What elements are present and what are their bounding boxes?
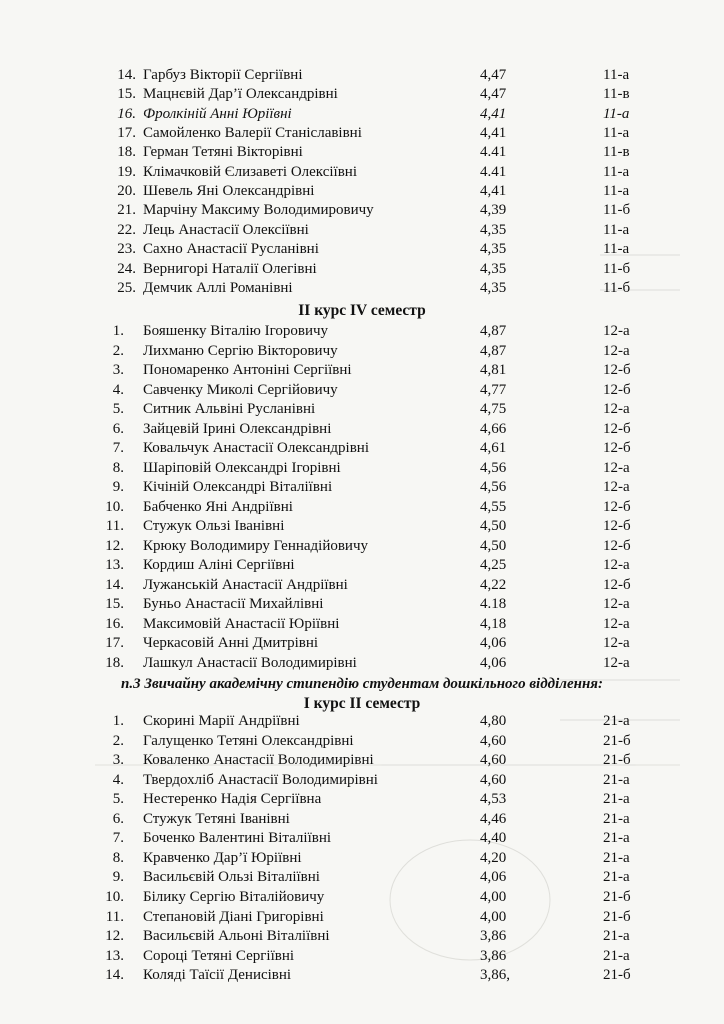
group-code: 11-б: [603, 279, 631, 296]
list-item: [0, 947, 724, 966]
item-number: 2.: [112, 732, 124, 749]
group-code: 11-в: [603, 144, 630, 161]
student-name: Демчик Аллі Романівні: [143, 279, 293, 296]
student-name: Максимовій Анастасії Юріївні: [143, 615, 340, 632]
list-item: [0, 908, 724, 927]
list-item: [0, 537, 724, 556]
student-name: Лихманю Сергію Вікторовичу: [143, 342, 338, 359]
group-code: 21-а: [603, 849, 630, 866]
list-item: [0, 143, 724, 162]
list-item: [0, 556, 724, 575]
student-name: Ковальчук Анастасії Олександрівні: [143, 440, 370, 456]
list-item: [0, 105, 724, 124]
student-name: Фролкіній Анні Юріївні: [143, 105, 292, 122]
list-item: [0, 576, 724, 595]
average-grade: 4,35: [480, 241, 507, 258]
average-grade: 4,39: [480, 202, 507, 219]
average-grade: 4,56: [480, 479, 507, 495]
average-grade: 3,86: [480, 928, 507, 945]
list-item: [0, 342, 724, 361]
average-grade: 4.41: [480, 163, 507, 180]
list-item: [0, 459, 724, 478]
group-code: 12-б: [603, 518, 631, 534]
student-name: Герман Тетяні Вікторівні: [143, 144, 303, 161]
average-grade: 4,53: [480, 791, 507, 808]
group-code: 12-а: [603, 635, 630, 651]
item-number: 12.: [105, 537, 124, 554]
average-grade: 4,75: [480, 401, 507, 417]
average-grade: 4,40: [480, 830, 507, 847]
list-item: [0, 163, 724, 182]
group-code: 21-б: [603, 908, 631, 925]
student-name: Сахно Анастасії Русланівні: [143, 241, 319, 258]
average-grade: 4,61: [480, 440, 507, 456]
average-grade: 4,77: [480, 381, 507, 398]
group-code: 12-б: [603, 381, 631, 398]
list-item: [0, 240, 724, 259]
average-grade: 4,47: [480, 67, 507, 83]
group-code: 12-б: [603, 440, 631, 456]
list-item: [0, 381, 724, 400]
group-code: 12-б: [603, 420, 631, 437]
student-name: Стужук Тетяні Іванівні: [143, 810, 290, 827]
group-code: 12-б: [603, 537, 631, 554]
list-item: [0, 124, 724, 143]
list-item: [0, 279, 724, 298]
section-heading: І курс ІІ семестр: [303, 695, 421, 712]
group-code: 11-а: [603, 241, 630, 258]
item-number: 7.: [112, 440, 124, 456]
item-number: 18.: [117, 144, 136, 161]
list-item: [0, 498, 724, 517]
average-grade: 4,41: [480, 183, 507, 200]
student-name: Коваленко Анастасії Володимирівні: [143, 752, 374, 769]
list-item: [0, 810, 724, 829]
student-name: Галущенко Тетяні Олександрівні: [143, 732, 354, 749]
item-number: 24.: [117, 260, 136, 277]
group-code: 21-а: [603, 713, 630, 729]
group-code: 12-а: [603, 479, 630, 495]
list-item: [0, 439, 724, 458]
average-grade: 4,41: [480, 105, 507, 122]
list-item: [0, 85, 724, 104]
average-grade: 4,87: [480, 342, 507, 359]
average-grade: 4,35: [480, 221, 507, 238]
student-name: Твердохліб Анастасії Володимирівні: [143, 771, 378, 788]
group-code: 21-б: [603, 732, 631, 749]
student-name: Коляді Таїсії Денисівні: [143, 967, 292, 984]
average-grade: 4,06: [480, 635, 507, 651]
group-code: 12-б: [603, 362, 631, 378]
student-name: Клімачковій Єлизаветі Олексіївні: [143, 163, 357, 180]
student-name: Гарбуз Вікторії Сергіївні: [143, 67, 303, 83]
average-grade: 3,86: [480, 947, 507, 964]
item-number: 3.: [112, 752, 124, 769]
student-name: Васильєвій Альоні Віталіївні: [143, 928, 330, 945]
group-code: 21-а: [603, 928, 630, 945]
item-number: 11.: [105, 518, 124, 534]
item-number: 14.: [105, 967, 124, 984]
item-number: 2.: [112, 342, 124, 359]
average-grade: 4,00: [480, 908, 507, 925]
item-number: 23.: [117, 241, 136, 258]
item-number: 15.: [117, 86, 136, 103]
average-grade: 4,80: [480, 713, 507, 729]
average-grade: 4.18: [480, 596, 507, 612]
group-code: 11-б: [603, 202, 631, 219]
group-code: 11-а: [603, 105, 630, 122]
average-grade: 4,18: [480, 615, 507, 632]
item-number: 3.: [112, 362, 124, 378]
student-name: Марчіну Максиму Володимировичу: [143, 202, 374, 219]
student-name: Самойленко Валерії Станіславівні: [143, 125, 362, 142]
average-grade: 4,50: [480, 518, 507, 534]
average-grade: 4,35: [480, 260, 507, 277]
group-code: 21-а: [603, 869, 630, 886]
student-name: Стужук Ользі Іванівні: [143, 518, 285, 534]
item-number: 4.: [112, 771, 124, 788]
item-number: 20.: [117, 183, 136, 200]
student-name: Білику Сергію Віталійовичу: [143, 888, 325, 905]
list-item: [0, 615, 724, 634]
group-code: 12-б: [603, 576, 631, 593]
student-name: Кордиш Аліні Сергіївні: [143, 557, 295, 573]
item-number: 5.: [112, 401, 124, 417]
student-name: Мацнєвій Дар’ї Олександрівні: [143, 86, 338, 103]
list-item: [0, 420, 724, 439]
list-item: [0, 201, 724, 220]
item-number: 12.: [105, 928, 124, 945]
item-number: 17.: [105, 635, 124, 651]
item-number: 10.: [105, 888, 124, 905]
group-code: 12-а: [603, 654, 630, 671]
list-item: [0, 654, 724, 673]
item-number: 21.: [117, 202, 136, 219]
group-code: 21-а: [603, 771, 630, 788]
item-number: 14.: [105, 576, 124, 593]
item-number: 10.: [105, 498, 124, 515]
item-number: 16.: [117, 105, 136, 122]
student-name: Савченку Миколі Сергійовичу: [143, 381, 338, 398]
group-code: 12-б: [603, 498, 631, 515]
average-grade: 4.41: [480, 144, 507, 161]
group-code: 21-б: [603, 888, 631, 905]
list-item: [0, 260, 724, 279]
average-grade: 4,50: [480, 537, 507, 554]
average-grade: 4,25: [480, 557, 507, 573]
student-name: Крюку Володимиру Геннадійовичу: [143, 537, 369, 554]
item-number: 16.: [105, 615, 124, 632]
group-code: 12-а: [603, 459, 630, 476]
student-name: Черкасовій Анні Дмитрівні: [143, 635, 319, 651]
item-number: 1.: [112, 323, 124, 339]
list-item: [0, 400, 724, 419]
group-code: 12-а: [603, 401, 630, 417]
list-item: [0, 771, 724, 790]
average-grade: 4,00: [480, 888, 507, 905]
list-item: [0, 634, 724, 653]
average-grade: 4,66: [480, 420, 507, 437]
group-code: 11-а: [603, 183, 630, 200]
group-code: 11-б: [603, 260, 631, 277]
item-number: 9.: [112, 479, 124, 495]
student-name: Боченко Валентині Віталіївні: [143, 830, 332, 847]
list-item: [0, 732, 724, 751]
average-grade: 3,86,: [480, 967, 510, 984]
list-item: [0, 790, 724, 809]
item-number: 1.: [112, 713, 124, 729]
group-code: 21-а: [603, 830, 630, 847]
group-code: 21-б: [603, 752, 631, 769]
group-code: 21-а: [603, 791, 630, 808]
list-item: [0, 595, 724, 614]
group-code: 11-а: [603, 221, 630, 238]
student-name: Бояшенку Віталію Ігоровичу: [143, 323, 329, 339]
average-grade: 4,81: [480, 362, 507, 378]
average-grade: 4,22: [480, 576, 507, 593]
list-item: [0, 66, 724, 85]
list-item: [0, 322, 724, 341]
group-code: 11-а: [603, 163, 630, 180]
item-number: 6.: [112, 810, 124, 827]
average-grade: 4,56: [480, 459, 507, 476]
average-grade: 4,06: [480, 654, 507, 671]
item-number: 8.: [112, 849, 124, 866]
student-name: Бабченко Яні Андріївні: [143, 498, 293, 515]
student-name: Лець Анастасії Олексіївні: [143, 221, 309, 238]
list-item: [0, 966, 724, 985]
item-number: 6.: [112, 420, 124, 437]
item-number: 19.: [117, 163, 136, 180]
list-item: [0, 888, 724, 907]
student-name: Сороці Тетяні Сергіївні: [143, 947, 295, 964]
student-name: Шевель Яні Олександрівні: [143, 183, 315, 200]
average-grade: 4,60: [480, 732, 507, 749]
group-code: 12-а: [603, 342, 630, 359]
group-code: 11-в: [603, 86, 630, 103]
item-number: 15.: [105, 596, 124, 612]
average-grade: 4,35: [480, 279, 507, 296]
item-number: 14.: [117, 67, 136, 83]
item-number: 25.: [117, 279, 136, 296]
student-name: Зайцевій Ірині Олександрівні: [143, 420, 332, 437]
item-number: 13.: [105, 557, 124, 573]
list-item: [0, 182, 724, 201]
student-name: Шаріповій Олександрі Ігорівні: [143, 459, 341, 476]
student-name: Буньо Анастасії Михайлівні: [143, 596, 324, 612]
item-number: 18.: [105, 654, 124, 671]
item-number: 13.: [105, 947, 124, 964]
student-name: Скорині Марії Андріївні: [143, 713, 300, 729]
average-grade: 4,06: [480, 869, 507, 886]
group-code: 12-а: [603, 615, 630, 632]
list-item: [0, 361, 724, 380]
item-number: 9.: [112, 869, 124, 886]
item-number: 4.: [112, 381, 124, 398]
average-grade: 4,20: [480, 849, 507, 866]
list-item: [0, 517, 724, 536]
item-number: 7.: [112, 830, 124, 847]
student-name: Кічіній Олександрі Віталіївні: [143, 479, 333, 495]
group-code: 21-б: [603, 967, 631, 984]
average-grade: 4,60: [480, 771, 507, 788]
list-item: [0, 712, 724, 731]
average-grade: 4,41: [480, 125, 507, 142]
student-name: Пономаренко Антоніні Сергіївні: [143, 362, 352, 378]
list-item: [0, 868, 724, 887]
list-item: [0, 849, 724, 868]
student-name: Лашкул Анастасії Володимирівні: [143, 654, 357, 671]
average-grade: 4,60: [480, 752, 507, 769]
average-grade: 4,87: [480, 323, 507, 339]
list-item: [0, 829, 724, 848]
item-number: 17.: [117, 125, 136, 142]
group-code: 21-а: [603, 947, 630, 964]
group-code: 12-а: [603, 323, 630, 339]
student-name: Вернигорі Наталії Олегівні: [143, 260, 317, 277]
group-code: 21-а: [603, 810, 630, 827]
item-number: 11.: [105, 908, 124, 925]
list-item: [0, 478, 724, 497]
group-code: 11-а: [603, 125, 630, 142]
item-number: 22.: [117, 221, 136, 238]
student-name: Лужанській Анастасії Андріївні: [143, 576, 348, 593]
student-name: Кравченко Дар’ї Юріївні: [143, 849, 302, 866]
average-grade: 4,47: [480, 86, 507, 103]
item-number: 5.: [112, 791, 124, 808]
group-code: 12-а: [603, 596, 630, 612]
student-name: Васильєвій Ользі Віталіївні: [143, 869, 320, 886]
group-code: 12-а: [603, 557, 630, 573]
group-code: 11-а: [603, 67, 630, 83]
average-grade: 4,55: [480, 498, 507, 515]
item-number: 8.: [112, 459, 124, 476]
student-name: Ситник Альвіні Русланівні: [143, 401, 316, 417]
student-name: Степановій Діані Григорівні: [143, 908, 324, 925]
student-name: Нестеренко Надія Сергіївна: [143, 791, 322, 808]
list-item: [0, 751, 724, 770]
list-item: [0, 927, 724, 946]
section-heading: ІІ курс IV семестр: [298, 302, 426, 319]
section-subheading: п.3 Звичайну академічну стипендію студентам дошкільного відділення:: [121, 676, 603, 692]
average-grade: 4,46: [480, 810, 507, 827]
list-item: [0, 221, 724, 240]
